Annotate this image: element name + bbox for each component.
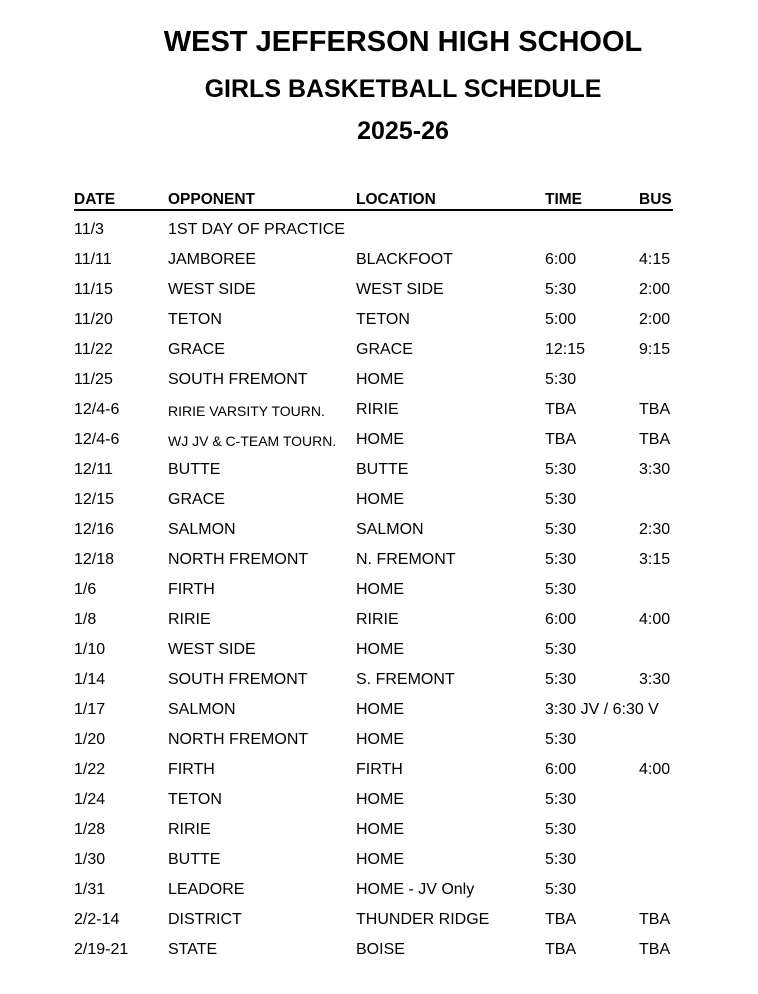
season-title: 2025-26 <box>357 117 449 145</box>
cell-bus: 4:00 <box>639 761 671 778</box>
cell-location: HOME <box>356 491 404 508</box>
cell-location: HOME <box>356 791 404 808</box>
cell-bus: 2:30 <box>639 521 671 538</box>
cell-date: 1/17 <box>74 701 106 718</box>
cell-date: 12/4-6 <box>74 431 120 448</box>
cell-bus: 2:00 <box>639 311 671 328</box>
table-row <box>74 521 694 551</box>
cell-location: RIRIE <box>356 401 399 418</box>
school-title: WEST JEFFERSON HIGH SCHOOL <box>163 26 643 58</box>
cell-opponent: BUTTE <box>168 461 221 478</box>
header-location: LOCATION <box>356 191 436 208</box>
cell-time: 5:30 <box>545 371 577 388</box>
cell-date: 12/11 <box>74 461 113 478</box>
cell-opponent: STATE <box>168 941 218 958</box>
table-row <box>74 581 694 611</box>
cell-location: RIRIE <box>356 611 399 628</box>
cell-bus: TBA <box>639 911 671 928</box>
cell-time: 5:30 <box>545 881 577 898</box>
cell-time: 6:00 <box>545 251 577 268</box>
cell-opponent: BUTTE <box>168 851 221 868</box>
cell-location: HOME <box>356 851 404 868</box>
cell-time: 3:30 JV / 6:30 V <box>545 701 659 718</box>
cell-date: 1/31 <box>74 881 106 898</box>
header-time: TIME <box>545 191 583 208</box>
cell-opponent: TETON <box>168 311 222 328</box>
table-row <box>74 551 694 581</box>
cell-date: 1/24 <box>74 791 106 808</box>
cell-opponent: JAMBOREE <box>168 251 257 268</box>
cell-opponent: NORTH FREMONT <box>168 731 309 748</box>
cell-location: SALMON <box>356 521 424 538</box>
cell-date: 12/18 <box>74 551 115 568</box>
header-bus: BUS <box>639 191 672 208</box>
cell-time: 5:30 <box>545 731 577 748</box>
cell-bus: 4:00 <box>639 611 671 628</box>
cell-time: TBA <box>545 401 577 418</box>
cell-opponent: 1ST DAY OF PRACTICE <box>168 221 345 238</box>
cell-opponent: GRACE <box>168 491 225 508</box>
cell-opponent: FIRTH <box>168 761 215 778</box>
cell-bus: 4:15 <box>639 251 671 268</box>
cell-bus: TBA <box>639 431 671 448</box>
table-row <box>74 461 694 491</box>
table-row <box>74 761 694 791</box>
cell-date: 11/22 <box>74 341 113 358</box>
cell-location: HOME - JV Only <box>356 881 475 898</box>
cell-location: BLACKFOOT <box>356 251 453 268</box>
cell-time: 5:30 <box>545 551 577 568</box>
cell-location: HOME <box>356 731 404 748</box>
cell-time: 5:30 <box>545 641 577 658</box>
cell-opponent: RIRIE <box>168 611 211 628</box>
cell-time: 5:30 <box>545 671 577 688</box>
cell-time: TBA <box>545 911 577 928</box>
table-row <box>74 281 694 311</box>
cell-bus: 3:30 <box>639 461 671 478</box>
cell-time: 5:30 <box>545 521 577 538</box>
cell-location: HOME <box>356 641 404 658</box>
table-row <box>74 911 694 941</box>
table-row <box>74 221 694 251</box>
cell-bus: 3:15 <box>639 551 671 568</box>
schedule-title: GIRLS BASKETBALL SCHEDULE <box>204 75 602 103</box>
cell-opponent: SOUTH FREMONT <box>168 371 308 388</box>
cell-opponent: RIRIE VARSITY TOURN. <box>168 403 325 419</box>
cell-opponent: SALMON <box>168 521 236 538</box>
table-row <box>74 371 694 401</box>
cell-opponent: SOUTH FREMONT <box>168 671 308 688</box>
cell-opponent: NORTH FREMONT <box>168 551 309 568</box>
table-row <box>74 401 694 431</box>
cell-date: 12/4-6 <box>74 401 120 418</box>
cell-opponent: SALMON <box>168 701 236 718</box>
table-row <box>74 701 694 731</box>
table-row <box>74 431 694 461</box>
cell-location: HOME <box>356 701 404 718</box>
cell-opponent: WEST SIDE <box>168 281 256 298</box>
cell-location: FIRTH <box>356 761 403 778</box>
cell-time: 5:00 <box>545 311 577 328</box>
table-row <box>74 641 694 671</box>
cell-time: 6:00 <box>545 761 577 778</box>
cell-location: BUTTE <box>356 461 409 478</box>
table-row <box>74 311 694 341</box>
cell-time: 5:30 <box>545 851 577 868</box>
table-row <box>74 491 694 521</box>
cell-time: 5:30 <box>545 581 577 598</box>
header-date: DATE <box>74 191 116 208</box>
cell-bus: 9:15 <box>639 341 671 358</box>
cell-time: 6:00 <box>545 611 577 628</box>
cell-time: TBA <box>545 431 577 448</box>
cell-opponent: FIRTH <box>168 581 215 598</box>
cell-date: 2/19-21 <box>74 941 129 958</box>
cell-date: 12/15 <box>74 491 115 508</box>
table-row <box>74 941 694 971</box>
cell-bus: 2:00 <box>639 281 671 298</box>
cell-location: GRACE <box>356 341 413 358</box>
cell-opponent: WEST SIDE <box>168 641 256 658</box>
cell-opponent: TETON <box>168 791 222 808</box>
cell-location: N. FREMONT <box>356 551 456 568</box>
cell-date: 12/16 <box>74 521 115 538</box>
cell-date: 2/2-14 <box>74 911 120 928</box>
cell-date: 11/20 <box>74 311 113 328</box>
cell-location: HOME <box>356 371 404 388</box>
cell-date: 1/22 <box>74 761 106 778</box>
table-row <box>74 791 694 821</box>
cell-date: 1/6 <box>74 581 97 598</box>
cell-date: 11/15 <box>74 281 113 298</box>
table-row <box>74 821 694 851</box>
cell-location: S. FREMONT <box>356 671 455 688</box>
cell-date: 1/14 <box>74 671 106 688</box>
table-header <box>74 191 673 211</box>
cell-bus: TBA <box>639 401 671 418</box>
cell-bus: TBA <box>639 941 671 958</box>
table-row <box>74 881 694 911</box>
table-row <box>74 851 694 881</box>
table-row <box>74 341 694 371</box>
cell-time: 5:30 <box>545 461 577 478</box>
cell-time: 12:15 <box>545 341 586 358</box>
cell-date: 1/10 <box>74 641 106 658</box>
table-row <box>74 731 694 761</box>
cell-location: HOME <box>356 821 404 838</box>
cell-time: TBA <box>545 941 577 958</box>
cell-opponent: DISTRICT <box>168 911 242 928</box>
cell-location: TETON <box>356 311 410 328</box>
cell-date: 1/8 <box>74 611 97 628</box>
cell-date: 1/30 <box>74 851 106 868</box>
table-row <box>74 611 694 641</box>
cell-opponent: WJ JV & C-TEAM TOURN. <box>168 433 337 449</box>
cell-time: 5:30 <box>545 821 577 838</box>
cell-date: 1/20 <box>74 731 106 748</box>
cell-opponent: RIRIE <box>168 821 211 838</box>
cell-date: 11/11 <box>74 251 112 268</box>
cell-time: 5:30 <box>545 491 577 508</box>
cell-date: 11/25 <box>74 371 113 388</box>
cell-location: THUNDER RIDGE <box>356 911 490 928</box>
cell-date: 11/3 <box>74 221 104 238</box>
cell-time: 5:30 <box>545 281 577 298</box>
table-row <box>74 251 694 281</box>
cell-opponent: LEADORE <box>168 881 245 898</box>
table-row <box>74 671 694 701</box>
cell-bus: 3:30 <box>639 671 671 688</box>
cell-date: 1/28 <box>74 821 106 838</box>
cell-location: HOME <box>356 431 404 448</box>
cell-location: BOISE <box>356 941 405 958</box>
cell-location: HOME <box>356 581 404 598</box>
cell-opponent: GRACE <box>168 341 225 358</box>
cell-location: WEST SIDE <box>356 281 444 298</box>
header-opponent: OPPONENT <box>168 191 255 208</box>
cell-time: 5:30 <box>545 791 577 808</box>
